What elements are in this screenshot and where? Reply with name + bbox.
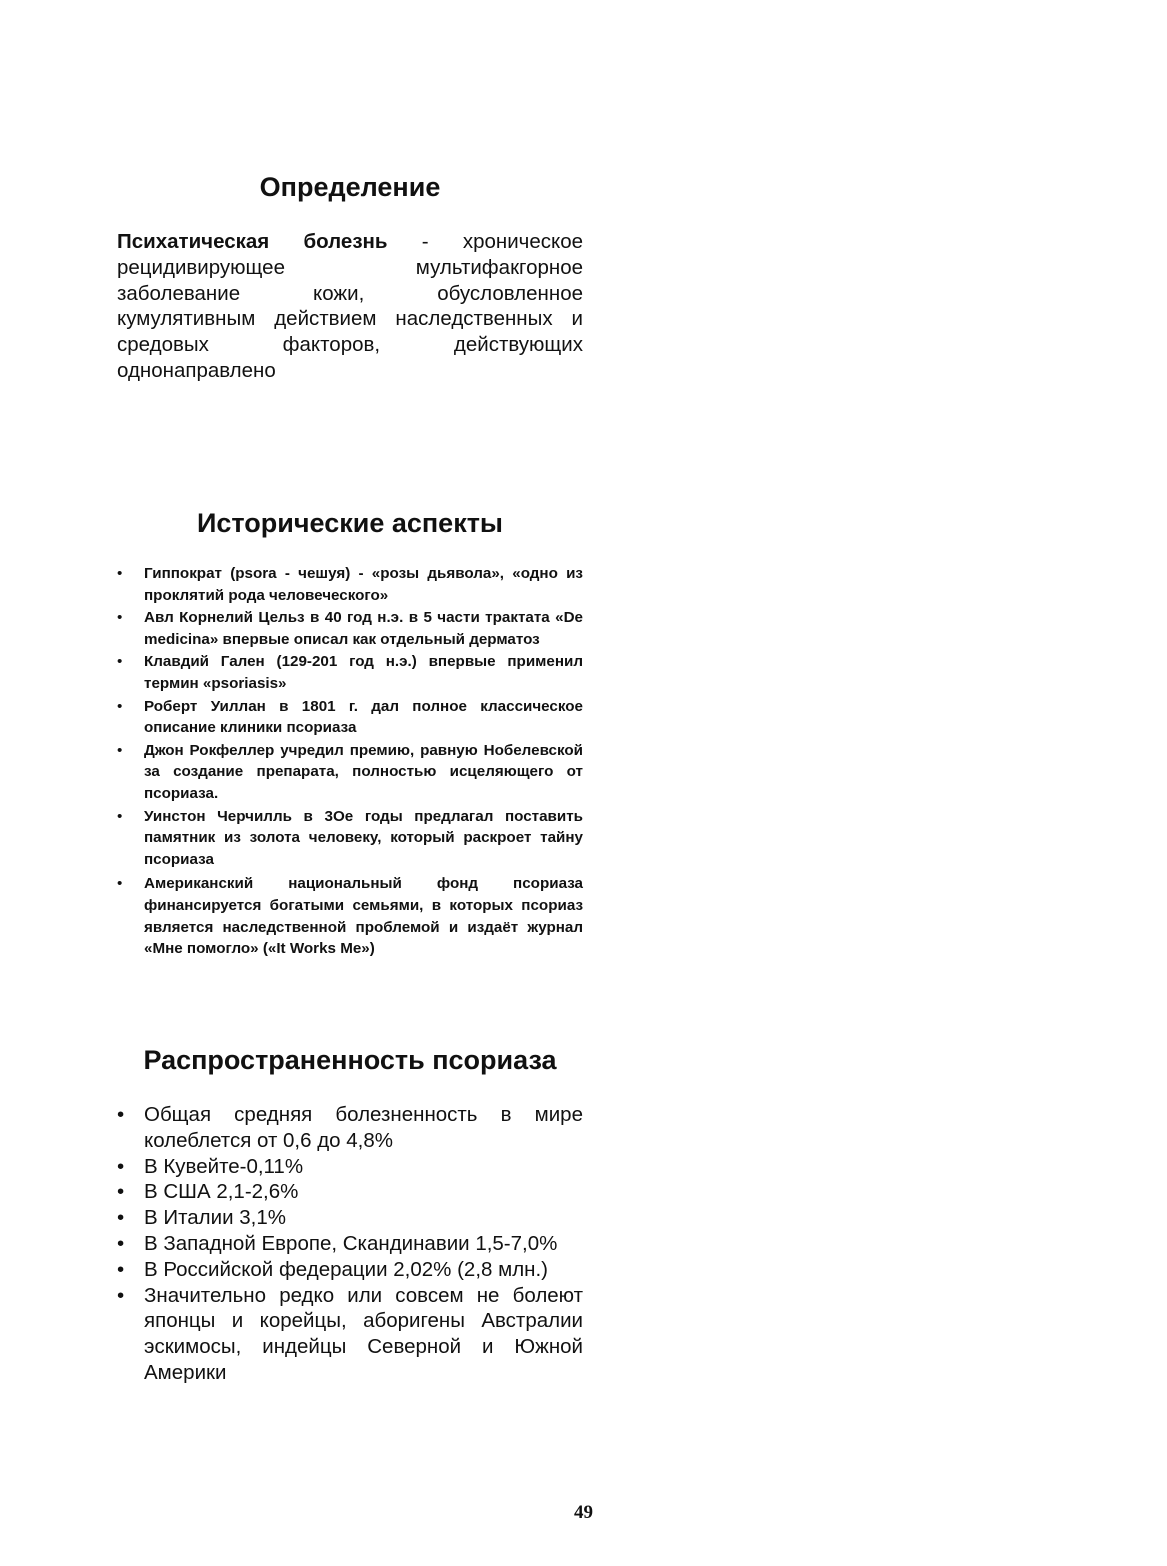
list-item: • Американский национальный фонд псориаза финансируется богатыми семьями, в которых псориаз является наследственной проблемой и издаёт журнал «Мне помогло» («It Works Me») (117, 873, 583, 959)
history-list (117, 563, 583, 960)
definition-term: Психатическая болезнь (117, 230, 388, 253)
list-item: • Авл Корнелий Цельз в 40 год н.э. в 5 части трактата «De medicina» впервые описал как отдельный дерматоз (117, 607, 583, 650)
prevalence-heading: Распространенность псориаза (143, 1045, 557, 1075)
list-item: • Роберт Уиллан в 1801 г. дал полное классическое описание клиники псориаза (117, 696, 583, 739)
definition-paragraph (117, 229, 583, 384)
definition-text: - хроническое рецидивирующее мультифакгорное заболевание кожи, обусловленное кумулятивным действием наследственных и средовых факторов, действующих однонаправлено (117, 230, 583, 382)
list-item: • Гиппократ (psora - чешуя) - «розы дьявола», «одно из проклятий рода человеческого» (117, 563, 583, 606)
list-item: • В США 2,1-2,6% (117, 1179, 583, 1205)
list-item: • Клавдий Гален (129-201 год н.э.) впервые применил термин «psoriasis» (117, 651, 583, 694)
page-number: 49 (574, 1502, 593, 1523)
history-heading: Исторические аспекты (196, 508, 503, 538)
list-item: • Значительно редко или совсем не болеют японцы и корейцы, аборигены Австралии эскимосы, индейцы Северной и Южной Америки (117, 1283, 583, 1386)
list-item: • В Кувейте-0,11% (117, 1154, 583, 1180)
list-item: • В Западной Европе, Скандинавии 1,5-7,0% (117, 1231, 583, 1257)
list-item: • В Российской федерации 2,02% (2,8 млн.) (117, 1257, 583, 1283)
history-section (117, 508, 583, 961)
list-item: • Джон Рокфеллер учредил премию, равную Нобелевской за создание препарата, полностью исцеляющего от псориаза. (117, 740, 583, 805)
prevalence-section (117, 1045, 583, 1386)
prevalence-list (117, 1102, 583, 1386)
definition-heading: Определение (259, 172, 441, 202)
list-item: • Общая средняя болезненность в мире колеблется от 0,6 до 4,8% (117, 1102, 583, 1154)
definition-section (117, 172, 583, 384)
list-item: • Уинстон Черчилль в 3Ое годы предлагал поставить памятник из золота человеку, который раскроет тайну псориаза (117, 806, 583, 871)
list-item: • В Италии 3,1% (117, 1205, 583, 1231)
